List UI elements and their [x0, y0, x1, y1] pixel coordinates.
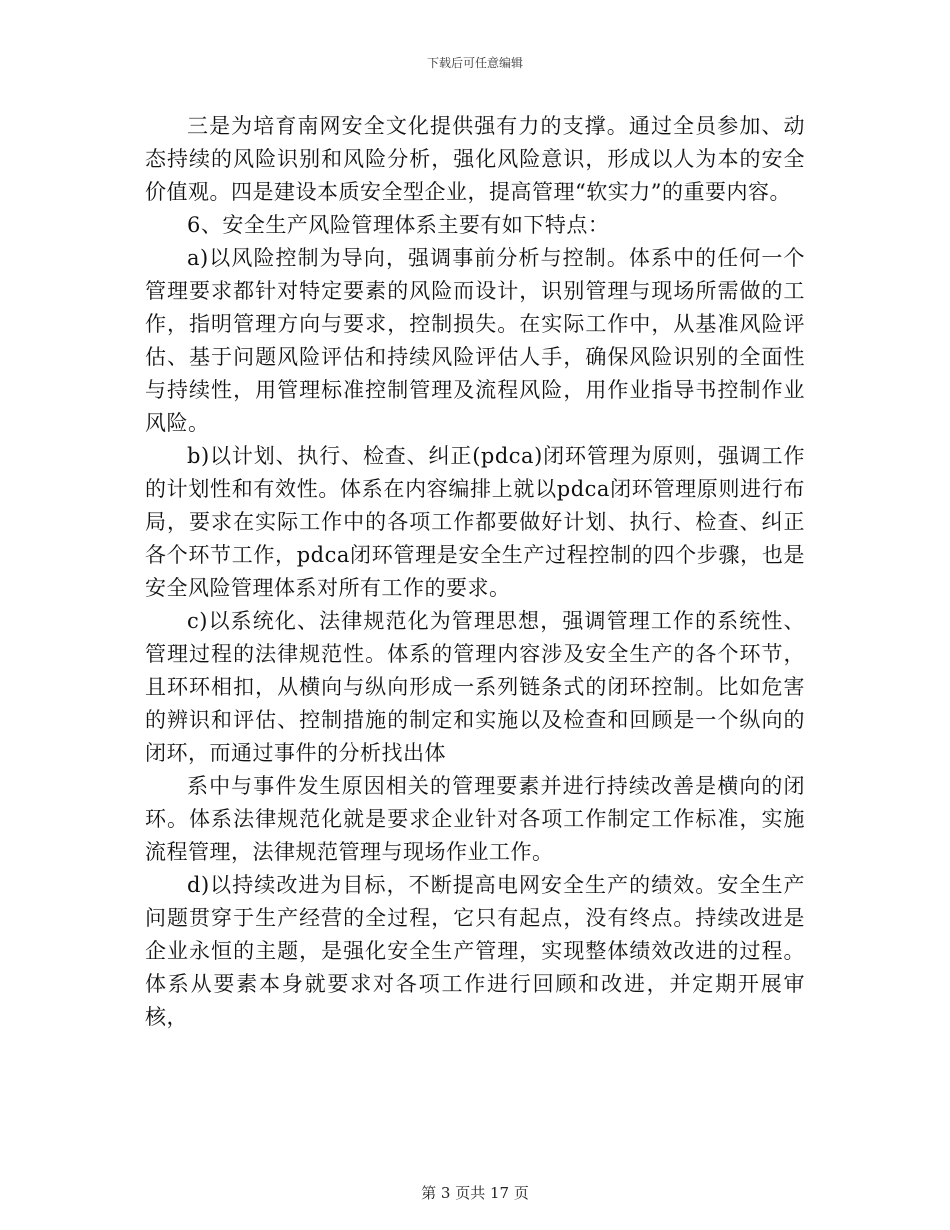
document-body	[145, 110, 805, 1034]
paragraph-feature-a: a)以风险控制为导向，强调事前分析与控制。体系中的任何一个管理要求都针对特定要素的风险而设计，识别管理与现场所需做的工作，指明管理方向与要求，控制损失。在实际工作中，从基准风险评估、基于问题风险评估和持续风险评估人手，确保风险识别的全面性与持续性，用管理标准控制管理及流程风险，用作业指导书控制作业风险。	[145, 246, 805, 435]
page-number: 第 3 页共 17 页	[421, 1184, 529, 1202]
paragraph-feature-c-continued: 系中与事件发生原因相关的管理要素并进行持续改善是横向的闭环。体系法律规范化就是要求企业针对各项工作制定工作标准，实施流程管理，法律规范管理与现场作业工作。	[145, 774, 805, 864]
paragraph-feature-b: b)以计划、执行、检查、纠正(pdca)闭环管理为原则，强调工作的计划性和有效性。体系在内容编排上就以pdca闭环管理原则进行布局，要求在实际工作中的各项工作都要做好计划、执行、检查、纠正各个环节工作，pdca闭环管理是安全生产过程控制的四个步骤，也是安全风险管理体系对所有工作的要求。	[145, 444, 805, 600]
paragraph-culture-support: 三是为培育南网安全文化提供强有力的支撑。通过全员参加、动态持续的风险识别和风险分析，强化风险意识，形成以人为本的安全价值观。四是建设本质安全型企业，提高管理“软实力”的重要内容。	[145, 114, 805, 204]
paragraph-features-heading: 6、安全生产风险管理体系主要有如下特点：	[187, 213, 610, 237]
page-header: 下载后可任意编辑	[426, 56, 523, 70]
paragraph-feature-c: c)以系统化、法律规范化为管理思想，强调管理工作的系统性、管理过程的法律规范性。体系的管理内容涉及安全生产的各个环节，且环环相扣，从横向与纵向形成一系列链条式的闭环控制。比如危害的辨识和评估、控制措施的制定和实施以及检查和回顾是一个纵向的闭环，而通过事件的分析找出体	[145, 609, 805, 765]
paragraph-feature-d: d)以持续改进为目标，不断提高电网安全生产的绩效。安全生产问题贯穿于生产经营的全过程，它只有起点，没有终点。持续改进是企业永恒的主题，是强化安全生产管理，实现整体绩效改进的过程。体系从要素本身就要求对各项工作进行回顾和改进，并定期开展审核，	[145, 873, 805, 1029]
